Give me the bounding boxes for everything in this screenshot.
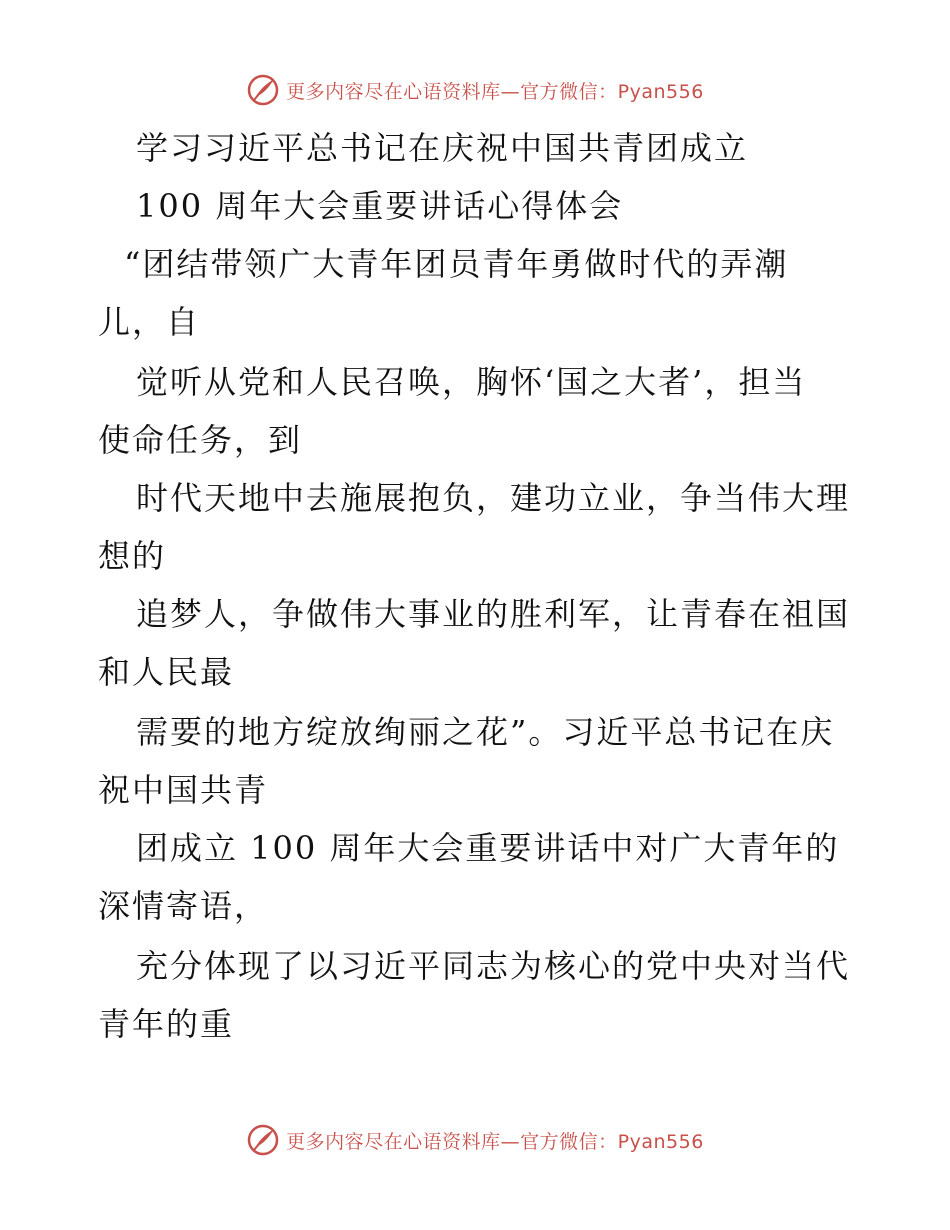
text-line: 追梦人，争做伟大事业的胜利军，让青春在祖国 <box>136 595 851 633</box>
footer-text: 更多内容尽在心语资料库—官方微信：Pyan556 <box>286 1130 704 1153</box>
text-line: 时代天地中去施展抱负，建功立业，争当伟大理 <box>136 479 851 517</box>
text-line: 觉听从党和人民召唤，胸怀‘国之大者’，担当 <box>136 363 807 401</box>
feather-pen-logo-icon <box>246 1123 280 1157</box>
text-line: 想的 <box>98 537 167 575</box>
text-line: 学习习近平总书记在庆祝中国共青团成立 <box>136 129 749 167</box>
text-line: 儿，自 <box>98 303 201 341</box>
text-line: 需要的地方绽放绚丽之花”。习近平总书记在庆 <box>136 713 835 751</box>
feather-pen-logo-icon <box>246 73 280 107</box>
header-text: 更多内容尽在心语资料库—官方微信：Pyan556 <box>286 80 704 103</box>
text-line: “团结带领广大青年团员青年勇做时代的弄潮 <box>124 245 789 283</box>
text-line: 团成立 100 周年大会重要讲话中对广大青年的 <box>136 829 840 867</box>
text-line: 和人民最 <box>98 653 235 691</box>
footer-banner <box>0 1120 950 1160</box>
text-line: 青年的重 <box>98 1005 235 1043</box>
text-line: 100 周年大会重要讲话心得体会 <box>136 187 624 225</box>
text-line: 充分体现了以习近平同志为核心的党中央对当代 <box>136 947 851 985</box>
text-line: 祝中国共青 <box>98 771 269 809</box>
text-line: 深情寄语， <box>98 887 269 925</box>
text-line: 使命任务，到 <box>98 421 303 459</box>
header-banner <box>0 70 950 110</box>
